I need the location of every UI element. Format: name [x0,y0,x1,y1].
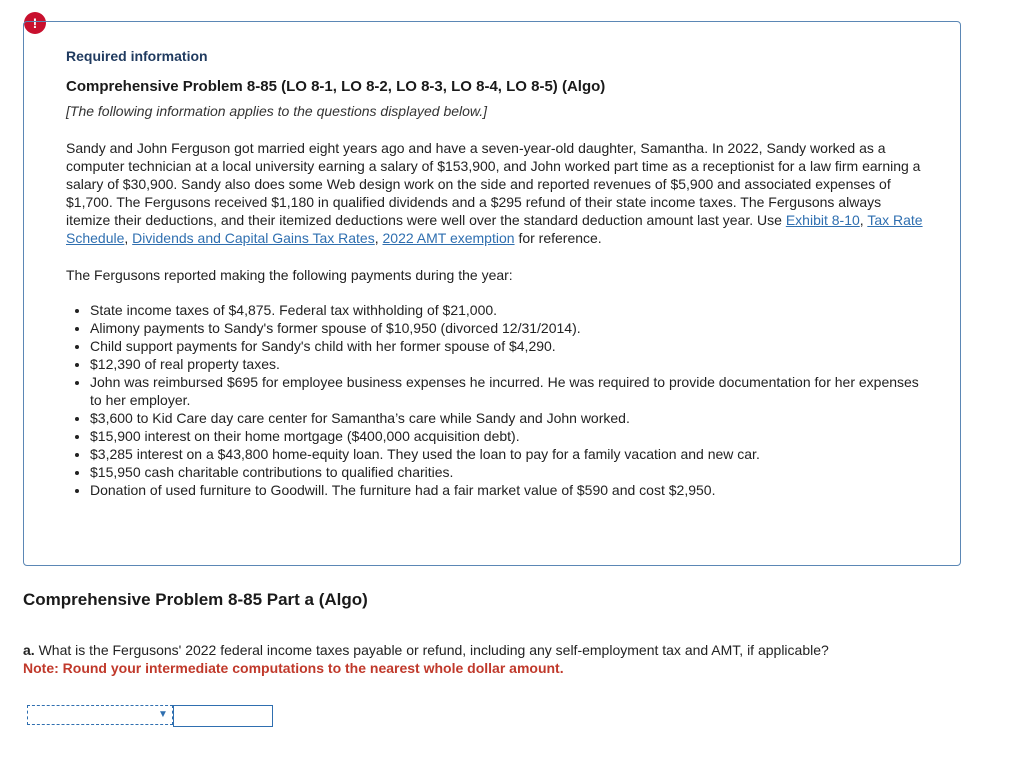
list-item: • $15,950 cash charitable contributions to qualified charities. [90,463,926,481]
question [23,641,1013,677]
required-information-panel [23,21,961,566]
amount-input[interactable] [173,705,273,727]
payable-refund-select[interactable] [27,705,173,725]
scenario-text: Sandy and John Ferguson got married eight years ago and have a seven-year-old daughter, Samantha. In 2022, Sandy worked as a computer technician at a local university earning a salary of $153,900, and John worked part time as a receptionist for a law firm earning a salary of $30,900. Sandy also does some Web design work on the side and reported revenues of $5,900 and associated expenses of $1,700. The Fergusons received $1,180 in qualified dividends and a $295 refund of their state income taxes. The Fergusons always itemize their deductions, and their itemized deductions were well over the standard deduction amount last year. Use [66,140,921,228]
answer-row [27,705,273,727]
rounding-note: Note: Round your intermediate computations to the nearest whole dollar amount. [23,660,564,676]
alert-icon: ! [24,12,46,34]
list-item: • Donation of used furniture to Goodwill. The furniture had a fair market value of $590 and cost $2,950. [90,481,926,499]
list-item: • $12,390 of real property taxes. [90,355,926,373]
chevron-down-icon: ▼ [158,709,168,720]
list-item: • State income taxes of $4,875. Federal tax withholding of $21,000. [90,301,926,319]
question-text: What is the Fergusons' 2022 federal income taxes payable or refund, including any self-employment tax and AMT, if applicable? [38,642,829,658]
payments-intro: The Fergusons reported making the following payments during the year: [66,267,513,283]
required-information-heading: Required information [66,48,208,64]
scenario-tail: for reference. [518,230,602,246]
amt-exemption-link[interactable]: 2022 AMT exemption [382,230,515,246]
part-heading: Comprehensive Problem 8-85 Part a (Algo) [23,590,368,609]
question-letter: a. [23,642,35,658]
list-item: • $3,285 interest on a $43,800 home-equity loan. They used the loan to pay for a family vacation and new car. [90,445,926,463]
list-item: • $15,900 interest on their home mortgage ($400,000 acquisition debt). [90,427,926,445]
dividends-capital-gains-link[interactable]: Dividends and Capital Gains Tax Rates [132,230,375,246]
tax-rate-schedule-link[interactable]: Tax Rate Schedule [66,212,923,246]
payments-list [66,301,926,499]
applies-note: [The following information applies to the questions displayed below.] [66,103,488,119]
scenario-paragraph: Sandy and John Ferguson got married eight years ago and have a seven-year-old daughter, Samantha. In 2022, Sandy worked as a computer technician at a local university earning a salary of $153,900, and John worked part time as a receptionist for a law firm earning a salary of $30,900. Sandy also does some Web design work on the side and reported revenues of $5,900 and associated expenses of $1,700. The Fergusons received $1,180 in qualified dividends and a $295 refund of their state income taxes. The Fergusons always itemize their deductions, and their itemized deductions were well over the standard deduction amount last year. Use Exhibit 8-10, Tax Rate Schedule, Dividends and Capital Gains Tax Rates, 2022 AMT exemption for reference. [66,140,923,246]
list-item: • Child support payments for Sandy's child with her former spouse of $4,290. [90,337,926,355]
list-item: • John was reimbursed $695 for employee business expenses he incurred. He was required to provide documentation for her expenses to her employer. [90,373,926,409]
list-item: • $3,600 to Kid Care day care center for Samantha’s care while Sandy and John worked. [90,409,926,427]
problem-title: Comprehensive Problem 8-85 (LO 8-1, LO 8-2, LO 8-3, LO 8-4, LO 8-5) (Algo) [66,78,606,95]
exhibit-8-10-link[interactable]: Exhibit 8-10 [785,212,860,228]
list-item: • Alimony payments to Sandy's former spouse of $10,950 (divorced 12/31/2014). [90,319,926,337]
